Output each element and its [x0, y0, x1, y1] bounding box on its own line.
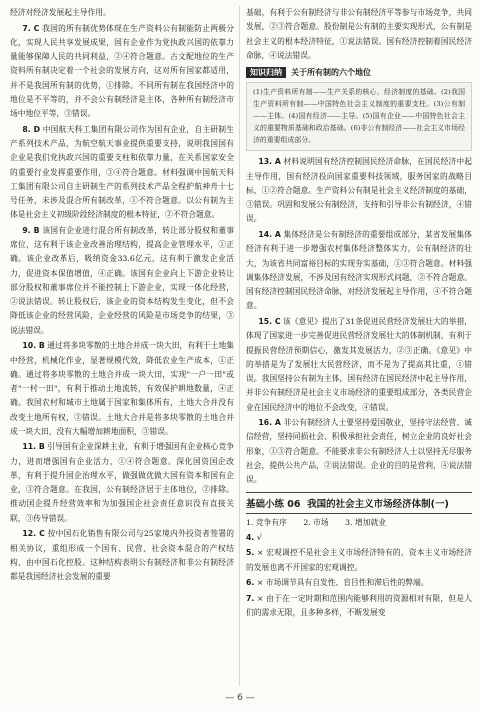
answer-number: 11. B: [22, 442, 45, 452]
answer-item-15: [246, 315, 472, 415]
answer-item-13: [246, 155, 472, 226]
answer-number: 5.: [246, 548, 255, 558]
paragraph-text: 非公有制经济人士要坚持爱国敬业，坚持守法经营、诚信经营，坚持同损社会、积极承担社会责任，树立企业的良好社会形象，①③符合题意。不能要求非公有制经济人士以坚持无尽服务社会，提供公共产品，②说法错误。企业的目的是营利，④说法错误。: [246, 418, 472, 485]
paragraph-text: 材料说明国有经济控制国民经济命脉，在国民经济中起主导作用，国有经济投向国家重要科技领域，服务国家的战略目标，①②符合题意。生产资料公有制是社会主义经济制度的基础，③错误。巩固和发展公有制经济，支持和引导非公有制经济，④错误。: [246, 157, 472, 224]
answer-item-16: [246, 416, 472, 487]
paragraph-text: 按中国石化销售有限公司与25家境内外投资者签署的相关协议，重组形成一个国有、民营、社会资本混合的产权结构，由中国石化控股。这种结构表明公有制经济和非公有制经济都是我国经济社会发展的重要: [10, 529, 234, 582]
answer-3: 3. 增加就业: [345, 518, 387, 528]
answer-number: 8. D: [22, 124, 41, 134]
knowledge-box-tag: 知识归纳: [246, 67, 286, 78]
paragraph-text: 我国的所有制优势体现在生产资料公有制能防止两极分化，实现人民共享发展成果，国有企业作为党执政兴国的依靠力量能够保障人民的共同利益，②④符合题意。古文配地位的生产资料所有制决定着一个社会的发展方向，这对所有国家都适用，并不是我国所有制的优势，①排除。不同所有制在我国经济中的地位是不平等的，并不会公有制经济是主体，各种所有制经济市场中地位平等，③错误。: [10, 23, 234, 119]
paragraph-text: 通过将多块零散的土地合并成一块大田，有利于土地集中经营，机械化作业，显著规模代效，降低农业生产成本，①正确。通过将多块零散的土地合并成一块大田，实现"一户一田"或者"一村一田"，有利于推动土地流转，有效保护耕地数量，④正确。我国农村和城市土地属于国家和集体所有，土地大合并没有改变土地所有权，②错误。土地大合并是将多块零散的土地合并成一块大田，没有大幅增加耕地面积，③错误。: [10, 341, 234, 436]
paragraph-text: 集体经济是公有制经济的重要组成部分，某省发展集体经济有利于进一步增强农村集体经济整体实力，公有制经济的壮大，为该省共同富裕目标的实现夯实基础，①③符合题意。材料强调集体经济发展，不涉及国有经济实现形式问题，②不符合题意。国有经济控制国民经济命脉，对经济发展起主导作用，④不符合题意。: [246, 230, 472, 311]
paragraph-text: × 宏观调控不是社会主义市场经济特有的，资本主义市场经济的发展也离不开国家的宏观调控。: [246, 548, 472, 572]
answer-1: 1. 竞争有序: [246, 518, 287, 528]
answer-item-5: [246, 546, 472, 575]
paragraph-text: 经济对经济发展起主导作用。: [10, 8, 111, 17]
answer-item-4: [246, 531, 472, 545]
answer-item-9: [10, 224, 234, 338]
answer-number: 7. C: [22, 23, 40, 33]
paragraph-intro: [10, 6, 234, 20]
knowledge-box: [246, 82, 472, 151]
answer-item-6: [246, 576, 472, 590]
paragraph-text: × 市场调节具有自发性、盲目性和滞后性的弊端。: [256, 578, 429, 588]
answer-number: 12. C: [22, 529, 45, 539]
answer-number: 6.: [246, 578, 255, 588]
paragraph-text: 引导国有企业深耕主业，有利于增强国有企业核心竞争力，进而增强国有企业活力，①④符合题意。深化国资国企改革，有利于提升国企治理水平，做强做优做大国有资本和国有企业，③符合题意。在我国，公有制经济居于主体地位，②排除。推动国企提升经营效率和为加强国企社会责任意识没有直接关联，③传导错误。: [10, 442, 234, 523]
answer-number: 7.: [246, 593, 255, 603]
answer-number: 10. B: [22, 341, 45, 351]
answer-number: 13. A: [258, 157, 281, 167]
paragraph-text: × 由于在一定时期和范围内能够利用的资源相对有限，但是人们的需求无限，且多种多样，不断发展变: [246, 593, 472, 618]
answer-item-7: [10, 22, 234, 122]
left-column: [10, 6, 234, 689]
answer-item-8: [10, 123, 234, 223]
knowledge-box-heading: 关于所有制的六个地位: [291, 68, 371, 77]
answer-number: 9. B: [22, 225, 40, 235]
section-tag: 基础小练 06: [246, 499, 301, 511]
paragraph-text: 基础，有利于公有制经济与非公有制经济平等参与市场竞争，共同发展，②③符合题意。股份制是公有制的主要实现形式，公有制是社会主义的根本经济特征，①说法错误。国有经济控制着国民经济命脉，④说法错误。: [246, 8, 472, 60]
answer-item-12: [10, 527, 234, 584]
knowledge-box-text: (1)生产资料所有制——生产关系的核心，经济制度的基础。(2)我国生产资料所有制——中国特色社会主义制度的重要支柱。(3)公有制——主体。(4)国有经济——主导。(5)国有企业——中国特色社会主义的重要物质基础和政治基础。(6)非公有制经济——社会主义市场经济的重要组成部分。: [253, 88, 465, 145]
answer-item-10: [10, 339, 234, 439]
column-divider: [239, 6, 240, 686]
answer-item-7b: [246, 592, 472, 621]
answer-item-14: [246, 228, 472, 314]
section-title: 我国的社会主义市场经济体制(一): [307, 499, 449, 511]
answer-number: 16. A: [258, 418, 281, 428]
answer-number: 4.: [246, 532, 255, 542]
section-heading: [246, 492, 472, 514]
paragraph-text: 该国有企业进行混合所有制改革，转让部分股权和董事席位，这有利于该企业改善治理结构，提高企业管理水平，①正确。该企业改革后，吸纳资金33.6亿元，这有利于激发企业活力，促进资本保值增值，④正确。该国有企业向上下游企业转让部分股权和董事席位并不能控制上下游企业，实现一体化经营，②说法错误。转让股权后，该企业的资本结构发生变化，但不会降低该企业的经营风险，企业经营的风险是市场竞争的结果，③说法错误。: [10, 225, 234, 335]
right-column: [246, 6, 472, 689]
paragraph-continued: [246, 6, 472, 63]
paragraph-text: √: [256, 532, 262, 542]
knowledge-box-title: [246, 66, 472, 80]
answer-number: 14. A: [258, 230, 281, 240]
answer-2: 2. 市场: [303, 518, 329, 528]
answer-number: 15. C: [258, 317, 281, 326]
answers-row: [246, 516, 472, 530]
page-number: — 6 —: [225, 693, 255, 703]
paragraph-text: 该《意见》提出了31条促进民营经济发展壮大的举措，体现了国家进一步完善促进民营经济发展壮大的体制机制，有利于提振民营经济预期信心，激发其发展活力，②③正确。《意见》中的举措是为了发展壮大民营经济，而不是为了提高其比重，①错误。我国坚持公有制为主体，国有经济在国民经济中起主导作用，并非公有制经济是社会主义市场经济的重要组成部分，各类民营企业在国民经济中的地位不会改变，④错误。: [246, 317, 472, 412]
paragraph-text: 中国航天科工集团有限公司作为国有企业，自主研制生产系列技术产品，为航空航天事业提供重要支持，说明我国国有企业是我们党执政兴国的重要支柱和依靠力量，在关系国家安全的重要行业发挥重要作用，③④符合题意。材料强调中国航天科工集团有限公司自主研制生产的系列技术产品全程护航神舟十七号任务，未涉及混合所有制改革，①不符合题意。以公有制为主体是社会主义初级阶段经济制度的根本特征，②不符合题意。: [10, 124, 234, 220]
answer-item-11: [10, 440, 234, 526]
